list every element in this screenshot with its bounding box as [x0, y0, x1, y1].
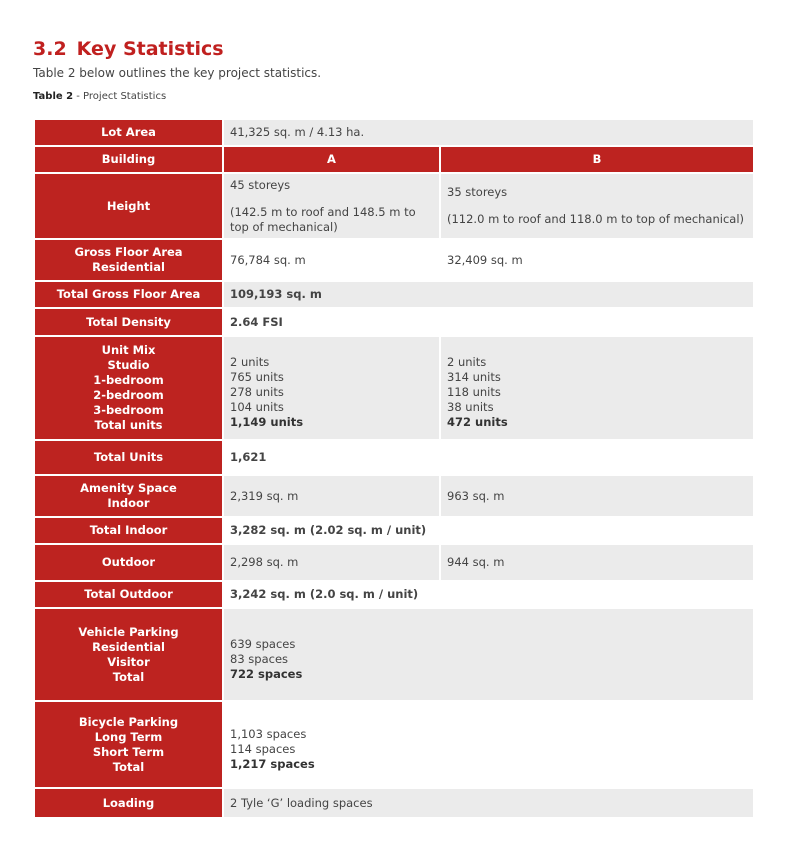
row-label-total-gfa: Total Gross Floor Area [34, 281, 223, 308]
lot-area-value: 41,325 sq. m / 4.13 ha. [223, 119, 754, 146]
row-label-vehicle-parking [34, 608, 223, 701]
one-bedroom-label: 1-bedroom [93, 373, 164, 387]
building-b-header: B [440, 146, 754, 173]
row-label-total-indoor: Total Indoor [34, 517, 223, 544]
two-bedroom-label: 2-bedroom [93, 388, 164, 402]
height-b-cell [440, 173, 754, 239]
table-row-total-units [34, 440, 754, 475]
table-row-building [34, 146, 754, 173]
table-row-total-indoor [34, 517, 754, 544]
intro-text: Table 2 below outlines the key project statistics. [33, 66, 322, 80]
height-a-storeys: 45 storeys [230, 177, 291, 192]
table-row-vehicle-parking [34, 608, 754, 701]
table-row-bicycle-parking [34, 701, 754, 788]
vehicle-total-label: Total [112, 669, 145, 684]
gfa-a-value: 76,784 sq. m [223, 239, 440, 281]
row-label-bicycle-parking [34, 701, 223, 788]
height-a-detail-2: top of mechanical) [230, 219, 338, 234]
vehicle-parking-label: Vehicle Parking [78, 624, 179, 639]
table-row-loading [34, 788, 754, 818]
table-row-unit-mix [34, 336, 754, 440]
vehicle-visitor-label: Visitor [107, 654, 150, 669]
three-bedroom-label: 3-bedroom [93, 403, 164, 417]
row-label-building: Building [34, 146, 223, 173]
table-row-gfa-residential [34, 239, 754, 281]
building-a-header: A [223, 146, 440, 173]
bicycle-parking-label: Bicycle Parking [78, 714, 179, 729]
row-label-total-units: Total Units [34, 440, 223, 475]
vehicle-parking-values [223, 608, 754, 701]
total-units-a: 1,149 units [230, 415, 304, 429]
two-bedroom-b: 118 units [447, 385, 501, 399]
bicycle-long-term-value: 1,103 spaces [230, 726, 307, 741]
total-units-value: 1,621 [223, 440, 754, 475]
studio-a: 2 units [230, 355, 270, 369]
total-gfa-value: 109,193 sq. m [223, 281, 754, 308]
bicycle-total-label: Total [112, 759, 145, 774]
indoor-b-value: 963 sq. m [440, 475, 754, 517]
bicycle-long-term-label: Long Term [94, 729, 163, 744]
unit-mix-b-cell [440, 336, 754, 440]
table-row-lot-area [34, 119, 754, 146]
bicycle-total-value: 1,217 spaces [230, 756, 315, 771]
unit-mix-a-cell [223, 336, 440, 440]
three-bedroom-b: 38 units [447, 400, 494, 414]
bicycle-short-term-label: Short Term [92, 744, 165, 759]
row-label-loading: Loading [34, 788, 223, 818]
one-bedroom-a: 765 units [230, 370, 284, 384]
outdoor-b-value: 944 sq. m [440, 544, 754, 581]
row-label-unit-mix [34, 336, 223, 440]
caption-label: Table 2 [33, 91, 74, 102]
height-a-cell [223, 173, 440, 239]
height-a-detail-1: (142.5 m to roof and 148.5 m to [230, 204, 416, 219]
table-row-amenity-indoor [34, 475, 754, 517]
table-row-height [34, 173, 754, 239]
vehicle-residential-value: 639 spaces [230, 636, 296, 651]
studio-b: 2 units [447, 355, 487, 369]
row-label-total-outdoor: Total Outdoor [34, 581, 223, 608]
gfa-b-value: 32,409 sq. m [440, 239, 754, 281]
indoor-label: Indoor [107, 496, 150, 510]
project-statistics-table [33, 118, 755, 819]
total-units-label: Total units [94, 418, 163, 432]
row-label-total-density: Total Density [34, 308, 223, 336]
row-label-lot-area: Lot Area [34, 119, 223, 146]
total-units-b: 472 units [447, 415, 508, 429]
height-b-storeys: 35 storeys [447, 185, 508, 199]
total-indoor-value: 3,282 sq. m (2.02 sq. m / unit) [223, 517, 754, 544]
total-density-value: 2.64 FSI [223, 308, 754, 336]
row-label-amenity-indoor [34, 475, 223, 517]
loading-value: 2 Tyle ‘G’ loading spaces [223, 788, 754, 818]
gfa-label-1: Gross Floor Area [74, 245, 183, 259]
table-caption [33, 91, 166, 102]
bicycle-short-term-value: 114 spaces [230, 741, 296, 756]
row-label-outdoor: Outdoor [34, 544, 223, 581]
row-label-gfa-residential [34, 239, 223, 281]
row-label-height: Height [34, 173, 223, 239]
studio-label: Studio [107, 358, 150, 372]
vehicle-visitor-value: 83 spaces [230, 651, 289, 666]
total-outdoor-value: 3,242 sq. m (2.0 sq. m / unit) [223, 581, 754, 608]
two-bedroom-a: 278 units [230, 385, 284, 399]
vehicle-total-value: 722 spaces [230, 666, 303, 681]
section-number: 3.2 [33, 38, 67, 60]
one-bedroom-b: 314 units [447, 370, 501, 384]
gfa-label-2: Residential [92, 260, 165, 274]
section-heading [33, 38, 224, 60]
amenity-space-label: Amenity Space [80, 481, 177, 495]
table-row-outdoor [34, 544, 754, 581]
table-row-total-density [34, 308, 754, 336]
table-row-total-gfa [34, 281, 754, 308]
unit-mix-label: Unit Mix [101, 343, 156, 357]
vehicle-residential-label: Residential [92, 639, 165, 654]
caption-text: - Project Statistics [73, 91, 167, 102]
outdoor-a-value: 2,298 sq. m [223, 544, 440, 581]
three-bedroom-a: 104 units [230, 400, 284, 414]
table-row-total-outdoor [34, 581, 754, 608]
indoor-a-value: 2,319 sq. m [223, 475, 440, 517]
bicycle-parking-values [223, 701, 754, 788]
height-b-detail: (112.0 m to roof and 118.0 m to top of mechanical) [447, 212, 745, 226]
section-title: Key Statistics [76, 38, 224, 60]
